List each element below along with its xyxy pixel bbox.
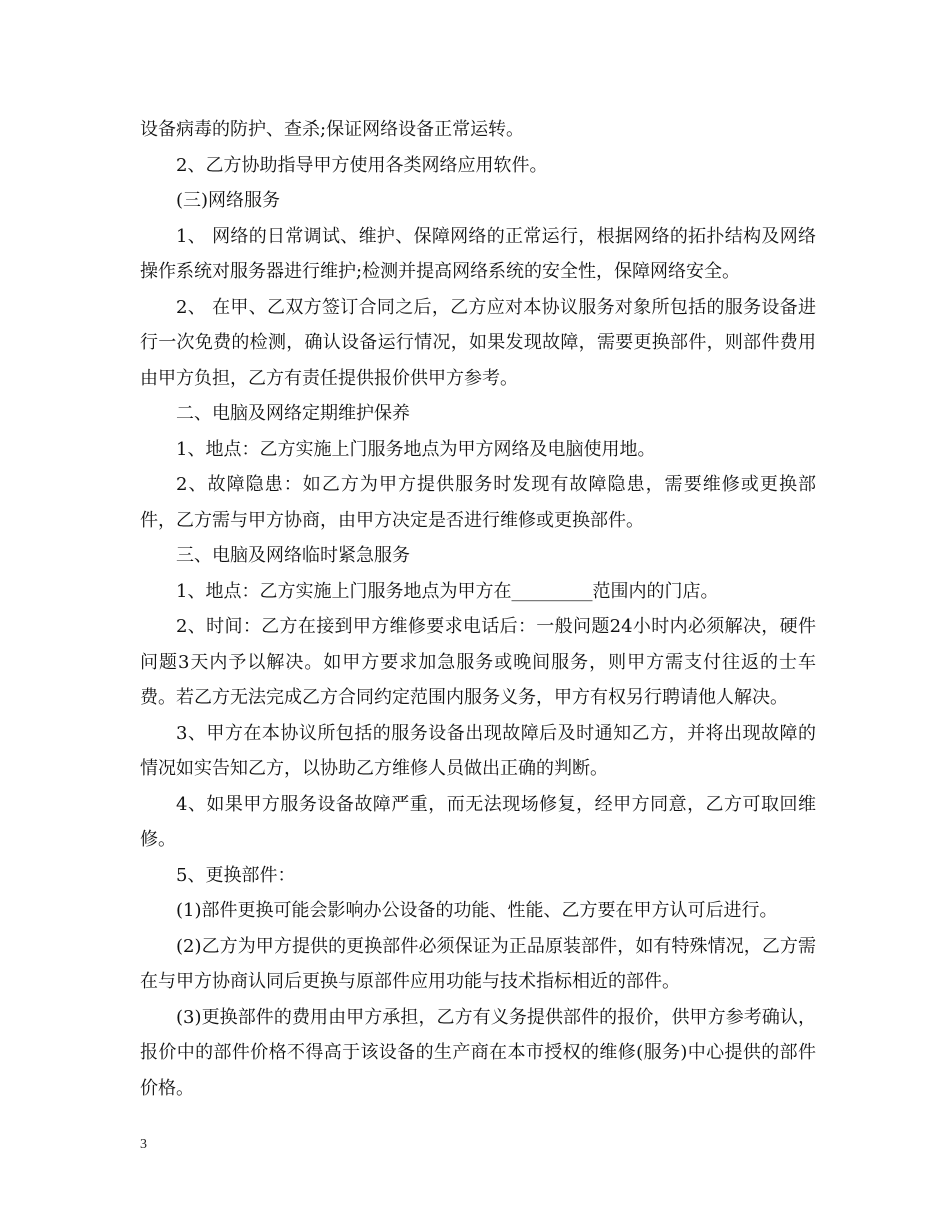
section-heading: (三)网络服务 [176,190,281,211]
page-number: 3 [140,1137,147,1152]
list-item: (2)乙方为甲方提供的更换部件必须保证为正品原装部件，如有特殊情况，乙方需在与甲方协商认同后更换与原部件应用功能与技术指标相近的部件。 [140,935,816,992]
list-item: (1)部件更换可能会影响办公设备的功能、性能、乙方要在甲方认可后进行。 [176,900,778,921]
paragraph: 2、时间：乙方在接到甲方维修要求电话后：一般问题24小时内必须解决，硬件问题3天内予以解决。如甲方要求加急服务或晚间服务，则甲方需支付往返的士车费。若乙方无法完成乙方合同约定范围内服务义务，甲方有权另行聘请他人解决。 [140,616,816,708]
paragraph: 1、 网络的日常调试、维护、保障网络的正常运行，根据网络的拓扑结构及网络操作系统对服务器进行维护;检测并提高网络系统的安全性，保障网络安全。 [140,225,816,282]
section-heading: 二、电脑及网络定期维护保养 [176,403,410,424]
paragraph: 2、故障隐患：如乙方为甲方提供服务时发现有故障隐患，需要维修或更换部件，乙方需与甲方协商，由甲方决定是否进行维修或更换部件。 [140,474,816,531]
section-heading: 三、电脑及网络临时紧急服务 [176,545,410,566]
document-body [140,112,816,1106]
paragraph-continued: 设备病毒的防护、查杀;保证网络设备正常运转。 [140,119,525,140]
paragraph: 2、 在甲、乙双方签订合同之后，乙方应对本协议服务对象所包括的服务设备进行一次免费的检测，确认设备运行情况，如果发现故障，需要更换部件，则部件费用由甲方负担，乙方有责任提供报价供甲方参考。 [140,296,816,389]
paragraph: 1、地点：乙方实施上门服务地点为甲方在_________范围内的门店。 [176,580,719,602]
paragraph: 4、如果甲方服务设备故障严重，而无法现场修复，经甲方同意，乙方可取回维修。 [140,793,816,850]
paragraph: 2、乙方协助指导甲方使用各类网络应用软件。 [176,154,548,176]
paragraph: 5、更换部件： [176,864,296,886]
list-item: (3)更换部件的费用由甲方承担，乙方有义务提供部件的报价，供甲方参考确认，报价中的部件价格不得高于该设备的生产商在本市授权的维修(服务)中心提供的部件价格。 [140,1006,816,1099]
paragraph: 3、甲方在本协议所包括的服务设备出现故障后及时通知乙方，并将出现故障的情况如实告知乙方，以协助乙方维修人员做出正确的判断。 [140,722,816,779]
paragraph: 1、地点：乙方实施上门服务地点为甲方网络及电脑使用地。 [176,438,656,460]
